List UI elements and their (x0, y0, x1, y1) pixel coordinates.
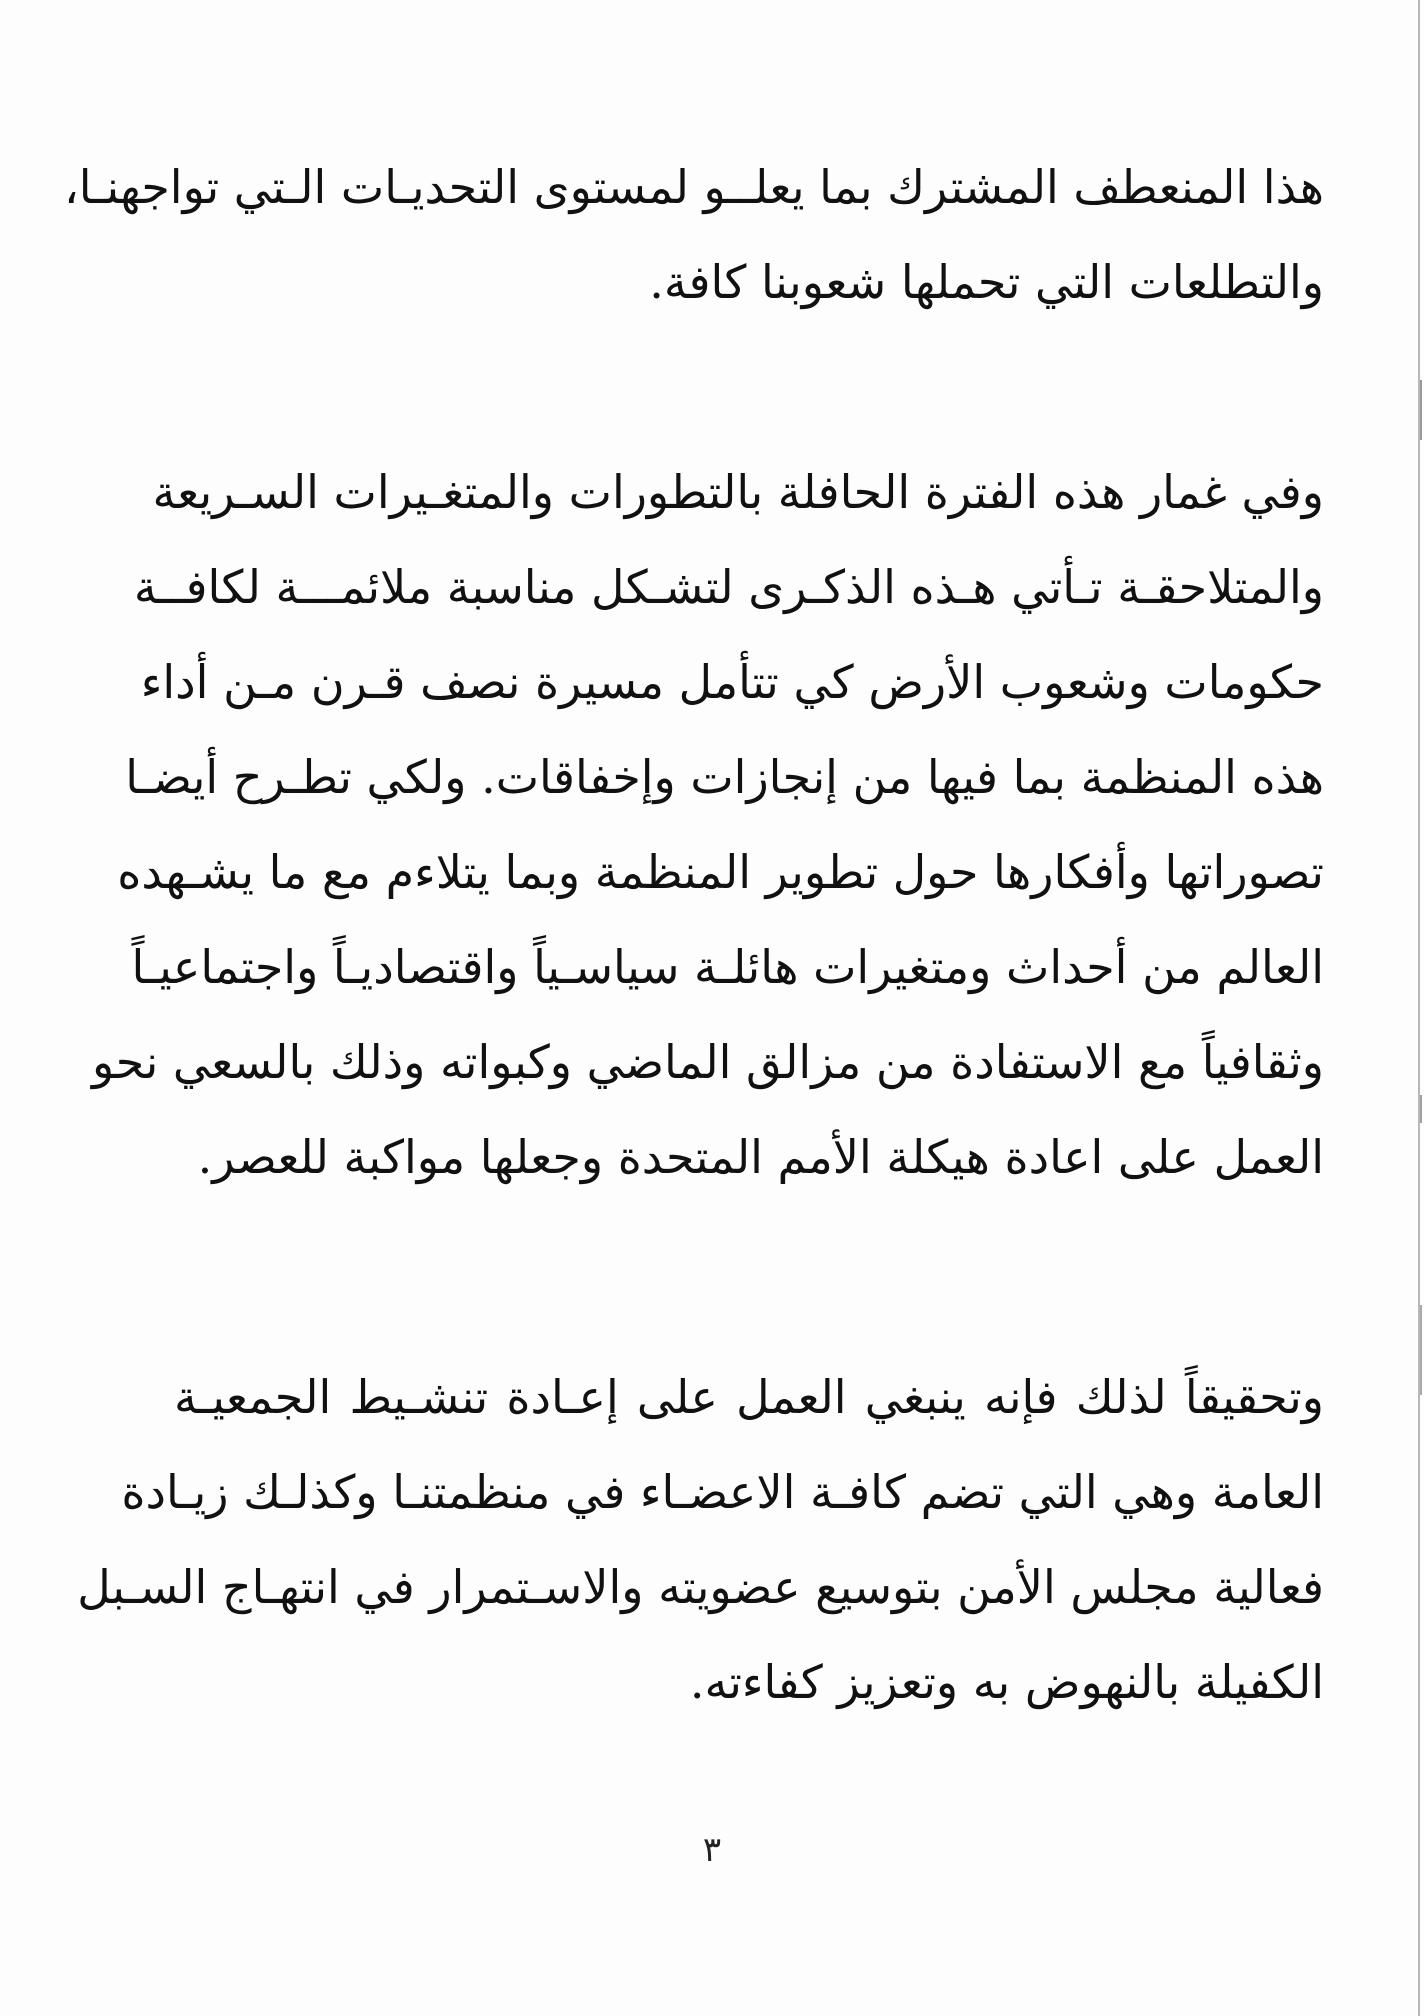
text-line: الكفيلة بالنهوض به وتعزيز كفاءته. (689, 1655, 1324, 1709)
text-line: والتطلعات التي تحملها شعوبنا كافة. (649, 255, 1324, 309)
scan-edge (1418, 0, 1424, 2016)
text-line: وثقافياً مع الاستفادة من مزالق الماضي وكبواته وذلك بالسعي نحو (91, 1035, 1324, 1089)
scan-mark (1420, 1305, 1422, 1395)
text-line: وفي غمار هذه الفترة الحافلة بالتطورات والمتغـيرات السـريعة (152, 465, 1324, 519)
text-line: هذا المنعطف المشترك بما يعلــو لمستوى التحديـات الـتي تواجهنـا، (63, 160, 1324, 214)
text-line: العامة وهي التي تضم كافـة الاعضـاء في منظمتنـا وكذلـك زيـادة (121, 1465, 1324, 1519)
paragraph-1 (63, 140, 1324, 330)
scan-mark (1420, 1095, 1422, 1123)
text-line: فعالية مجلس الأمن بتوسيع عضويته والاسـتمرار في انتهـاج السـبل (77, 1560, 1324, 1614)
text-line: والمتلاحقـة تـأتي هـذه الذكـرى لتشـكل مناسبة ملائمـــة لكافــة (133, 560, 1324, 614)
page-number: ٣ (702, 1830, 722, 1870)
paragraph-2 (91, 445, 1324, 1205)
scan-mark (1420, 380, 1422, 440)
text-line: العمل على اعادة هيكلة الأمم المتحدة وجعلها مواكبة للعصر. (197, 1130, 1324, 1184)
paragraph-3 (77, 1350, 1324, 1730)
text-line: حكومات وشعوب الأرض كي تتأمل مسيرة نصف قـرن مـن أداء (140, 655, 1324, 709)
text-line: وتحقيقاً لذلك فإنه ينبغي العمل على إعـادة تنشـيط الجمعيـة (174, 1370, 1324, 1424)
text-line: تصوراتها وأفكارها حول تطوير المنظمة وبما يتلاءم مع ما يشـهده (117, 845, 1324, 899)
text-line: العالم من أحداث ومتغيرات هائلـة سياسـياً واقتصاديـاً واجتماعيـاً (131, 940, 1324, 994)
text-line: هذه المنظمة بما فيها من إنجازات وإخفاقات. ولكي تطـرح أيضـا (125, 750, 1324, 804)
